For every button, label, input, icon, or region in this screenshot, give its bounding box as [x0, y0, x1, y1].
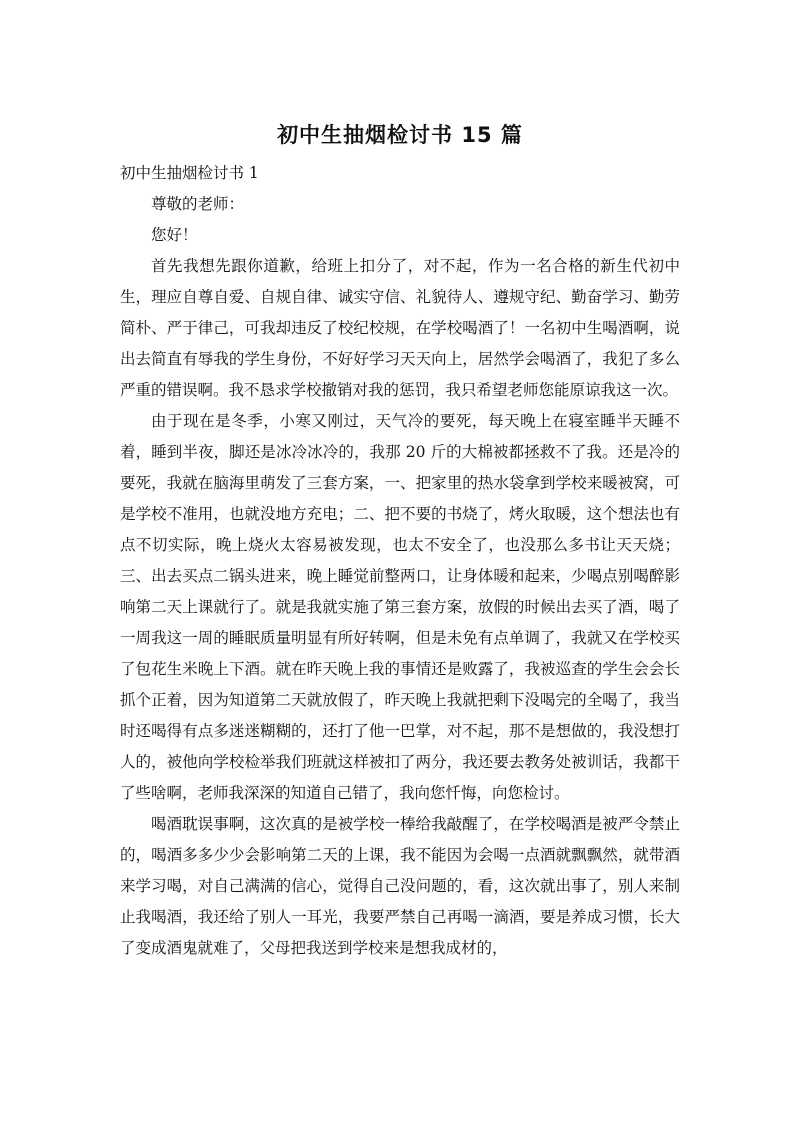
- body-paragraph: 由于现在是冬季，小寒又刚过，天气冷的要死，每天晚上在寝室睡半天睡不着，睡到半夜，脚还是冰冷冰冷的，我那 20 斤的大棉被都拯救不了我。还是冷的要死，我就在脑海里萌发了三套方案，一、把家里的热水袋拿到学校来暖被窝，可是学校不准用，也就没地方充电；二、把不要的书烧了，烤火取暖，这个想法也有点不切实际，晚上烧火太容易被发现，也太不安全了，也没那么多书让天天烧；三、出去买点二锅头进来，晚上睡觉前整两口，让身体暖和起来，少喝点别喝醉影响第二天上课就行了。就是我就实施了第三套方案，放假的时候出去买了酒，喝了一周我这一周的睡眠质量明显有所好转啊，但是未免有点单调了，我就又在学校买了包花生米晚上下酒。就在昨天晚上我的事情还是败露了，我被巡查的学生会会长抓个正着，因为知道第二天就放假了，昨天晚上我就把剩下没喝完的全喝了，我当时还喝得有点多迷迷糊糊的，还打了他一巴掌，对不起，那不是想做的，我没想打人的，被他向学校检举我们班就这样被扣了两分，我还要去教务处被训话，我都干了些啥啊，老师我深深的知道自己错了，我向您忏悔，向您检讨。: [120, 412, 680, 802]
- greeting: 您好！: [151, 226, 198, 244]
- document-body: [120, 158, 680, 964]
- document-title: 初中生抽烟检讨书 15 篇: [277, 123, 523, 147]
- salutation: 尊敬的老师：: [151, 195, 245, 213]
- body-paragraph: 首先我想先跟你道歉，给班上扣分了，对不起，作为一名合格的新生代初中生，理应自尊自爱、自规自律、诚实守信、礼貌待人、遵规守纪、勤奋学习、勤劳简朴、严于律己，可我却违反了校纪校规，在学校喝酒了！一名初中生喝酒啊，说出去简直有辱我的学生身份，不好好学习天天向上，居然学会喝酒了，我犯了多么严重的错误啊。我不恳求学校撤销对我的惩罚，我只希望老师您能原谅我这一次。: [120, 257, 680, 399]
- section-heading: 初中生抽烟检讨书 1: [120, 164, 259, 182]
- body-paragraph: 喝酒耽误事啊，这次真的是被学校一棒给我敲醒了，在学校喝酒是被严令禁止的，喝酒多多少少会影响第二天的上课，我不能因为会喝一点酒就飘飘然，就带酒来学习喝，对自己满满的信心，觉得自己没问题的，看，这次就出事了，别人来制止我喝酒，我还给了别人一耳光，我要严禁自己再喝一滴酒，要是养成习惯，长大了变成酒鬼就难了，父母把我送到学校来是想我成材的，: [120, 815, 680, 957]
